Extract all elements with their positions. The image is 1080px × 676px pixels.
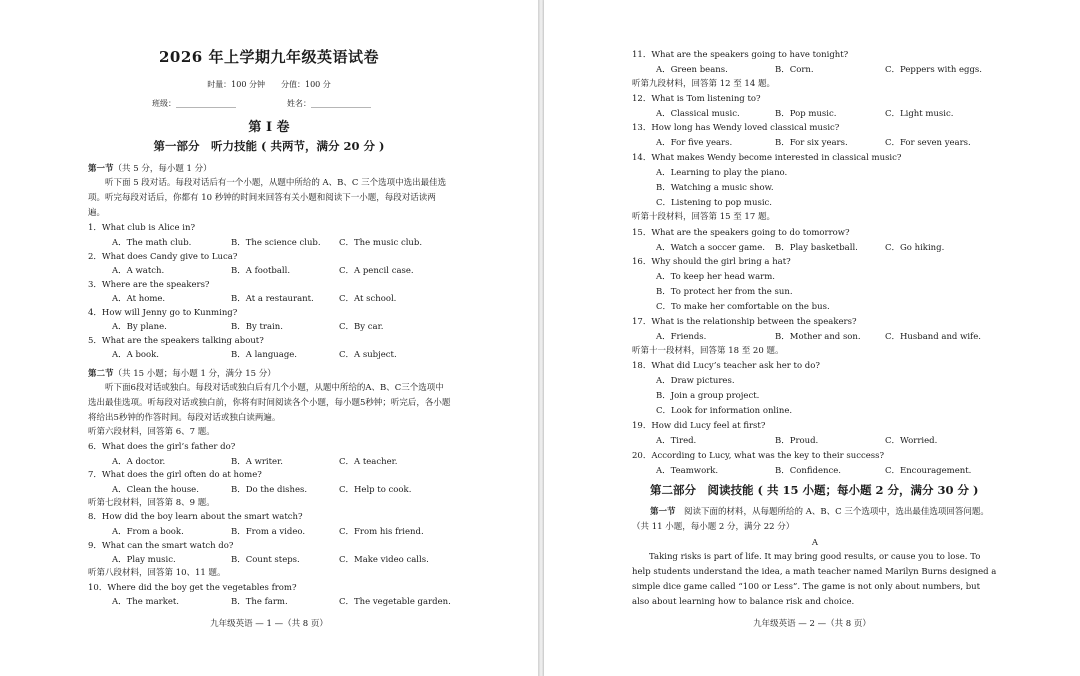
exam-page-2 [544, 0, 1080, 676]
option-17c: C．Husband and wife. [885, 332, 981, 342]
option-3a: A．At home. [112, 294, 166, 304]
option-12c: C．Light music. [885, 109, 954, 119]
time-score-info: 时量：100 分钟 分值：100 分 [207, 80, 331, 89]
option-17b: B．Mother and son. [775, 332, 861, 342]
option-17a: A．Friends. [656, 332, 707, 342]
question-4: 4．How will Jenny go to Kunming? [88, 308, 238, 318]
material-7: 听第七段材料，回答第 8、9 题。 [88, 498, 215, 508]
option-19b: B．Proud. [775, 436, 819, 446]
option-15a: A．Watch a soccer game. [656, 243, 765, 253]
material-11: 听第十一段材料，回答第 18 至 20 题。 [632, 346, 784, 356]
option-12a: A．Classical music. [656, 109, 740, 119]
question-7: 7．What does the girl often do at home? [88, 470, 262, 480]
option-2c: C．A pencil case. [339, 266, 414, 276]
question-15: 15．What are the speakers going to do tomorrow? [632, 228, 850, 238]
option-9b: B．Count steps. [231, 555, 300, 565]
question-13: 13．How long has Wendy loved classical music? [632, 123, 840, 133]
option-19a: A．Tired. [656, 436, 697, 446]
option-6b: B．A writer. [231, 457, 283, 467]
option-9a: A．Play music. [112, 555, 176, 565]
option-13a: A．For five years. [656, 138, 733, 148]
material-10: 听第十段材料，回答第 15 至 17 题。 [632, 212, 775, 222]
option-18b: B．Join a group project. [656, 391, 760, 401]
option-11b: B．Corn. [775, 65, 814, 75]
part1-heading: 第一部分 听力技能 ( 共两节，满分 20 分 ) [153, 139, 385, 153]
option-7b: B．Do the dishes. [231, 485, 308, 495]
option-1c: C．The music club. [339, 238, 423, 248]
option-9c: C．Make video calls. [339, 555, 429, 565]
option-15c: C．Go hiking. [885, 243, 945, 253]
question-16: 16．Why should the girl bring a hat? [632, 257, 791, 267]
question-18: 18．What did Lucy’s teacher ask her to do? [632, 361, 820, 371]
question-10: 10．Where did the boy get the vegetables from? [88, 583, 297, 593]
option-3c: C．At school. [339, 294, 397, 304]
question-20: 20．According to Lucy, what was the key to their success? [632, 451, 885, 461]
reading-instructions: 第一节 阅读下面的材料，从每题所给的 A、B、C 三个选项中，选出最佳选项回答问题。（共 11 小题，每小题 2 分，满分 22 分） [632, 507, 989, 532]
question-2: 2．What does Candy give to Luca? [88, 252, 238, 262]
option-10c: C．The vegetable garden. [339, 597, 451, 607]
option-16b: B．To protect her from the sun. [656, 287, 793, 297]
exam-page-1 [0, 0, 538, 676]
question-5: 5．What are the speakers talking about? [88, 336, 264, 346]
option-10b: B．The farm. [231, 597, 288, 607]
option-6a: A．A doctor. [112, 457, 166, 467]
question-19: 19．How did Lucy feel at first? [632, 421, 766, 431]
option-7a: A．Clean the house. [112, 485, 199, 495]
page-footer-2: 九年级英语 — 2 —（共 8 页） [753, 619, 871, 629]
part2-heading: 第二部分 阅读技能 ( 共 15 小题；每小题 2 分，满分 30 分 ) [650, 483, 979, 497]
material-8: 听第八段材料，回答第 10、11 题。 [88, 568, 226, 578]
option-3b: B．At a restaurant. [231, 294, 314, 304]
option-4c: C．By car. [339, 322, 384, 332]
question-12: 12．What is Tom listening to? [632, 94, 761, 104]
question-8: 8．How did the boy learn about the smart watch? [88, 512, 303, 522]
material-6: 听第六段材料，回答第 6、7 题。 [88, 427, 215, 437]
option-13b: B．For six years. [775, 138, 848, 148]
section1-heading: 第一节（共 5 分，每小题 1 分） [88, 164, 212, 174]
question-3: 3．Where are the speakers? [88, 280, 210, 290]
option-1a: A．The math club. [112, 238, 192, 248]
option-12b: B．Pop music. [775, 109, 837, 119]
option-13c: C．For seven years. [885, 138, 971, 148]
question-9: 9．What can the smart watch do? [88, 541, 234, 551]
option-16c: C．To make her comfortable on the bus. [656, 302, 830, 312]
option-20a: A．Teamwork. [656, 466, 719, 476]
option-8b: B．From a video. [231, 527, 306, 537]
option-4a: A．By plane. [112, 322, 167, 332]
option-1b: B．The science club. [231, 238, 321, 248]
option-14b: B．Watching a music show. [656, 183, 774, 193]
question-11: 11．What are the speakers going to have tonight? [632, 50, 849, 60]
option-2a: A．A watch. [112, 266, 165, 276]
section2-heading: 第二节（共 15 小题；每小题 1 分，满分 15 分） [88, 369, 276, 379]
option-2b: B．A football. [231, 266, 291, 276]
passage-label: A [811, 538, 819, 548]
option-10a: A．The market. [112, 597, 180, 607]
option-14a: A．Learning to play the piano. [656, 168, 788, 178]
name-field: 姓名：_______________ [287, 99, 371, 108]
option-5b: B．A language. [231, 350, 298, 360]
option-8a: A．From a book. [112, 527, 184, 537]
question-6: 6．What does the girl’s father do? [88, 442, 236, 452]
option-19c: C．Worried. [885, 436, 938, 446]
option-11c: C．Peppers with eggs. [885, 65, 982, 75]
option-18c: C．Look for information online. [656, 406, 793, 416]
question-14: 14．What makes Wendy become interested in classical music? [632, 153, 902, 163]
question-1: 1．What club is Alice in? [88, 223, 196, 233]
option-11a: A．Green beans. [656, 65, 728, 75]
passage-text: Taking risks is part of life. It may bring good results, or cause you to lose. To help students understand the idea, a math teacher named Marilyn Burns designed a simple dice game called “100 or Less”. The game is not only about numbers, but also about learning how to balance risk and choice. [632, 552, 997, 607]
option-7c: C．Help to cook. [339, 485, 412, 495]
option-5c: C．A subject. [339, 350, 397, 360]
option-20b: B．Confidence. [775, 466, 841, 476]
option-18a: A．Draw pictures. [656, 376, 735, 386]
page-footer-1: 九年级英语 — 1 —（共 8 页） [210, 619, 328, 629]
option-6c: C．A teacher. [339, 457, 398, 467]
volume-heading: 第 I 卷 [248, 120, 290, 135]
class-field: 班级：_______________ [152, 99, 236, 108]
option-16a: A．To keep her head warm. [656, 272, 775, 282]
option-5a: A．A book. [112, 350, 160, 360]
material-9: 听第九段材料，回答第 12 至 14 题。 [632, 79, 775, 89]
exam-title: 2026 年上学期九年级英语试卷 [159, 48, 379, 66]
question-17: 17．What is the relationship between the speakers? [632, 317, 857, 327]
option-8c: C．From his friend. [339, 527, 424, 537]
option-15b: B．Play basketball. [775, 243, 858, 253]
option-20c: C．Encouragement. [885, 466, 972, 476]
section2-instructions: 听下面6段对话或独白。每段对话或独白后有几个小题，从题中所给的A、B、C三个选项中选出最佳选项。听每段对话或独白前，你将有时间阅读各个小题，每小题5秒钟；听完后，各小题将给出5秒钟的作答时间。每段对话或独白读两遍。 [88, 383, 451, 423]
option-14c: C．Listening to pop music. [656, 198, 772, 208]
section1-instructions: 听下面 5 段对话。每段对话后有一个小题，从题中所给的 A、B、C 三个选项中选出最佳选项。听完每段对话后，你都有 10 秒钟的时间来回答有关小题和阅读下一小题，每段对话读两遍。 [88, 178, 447, 218]
option-4b: B．By train. [231, 322, 283, 332]
